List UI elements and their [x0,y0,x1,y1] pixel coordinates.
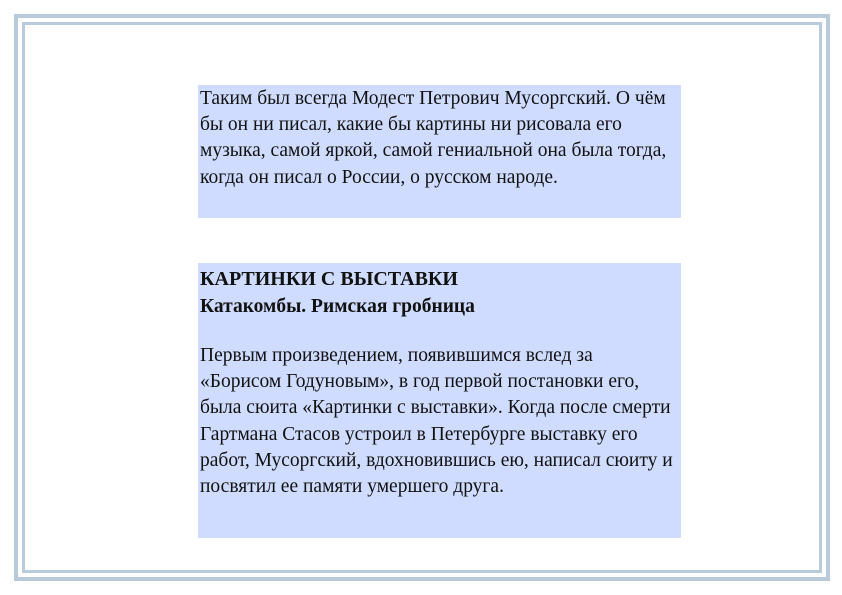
section-text-block [198,263,681,538]
section-title: КАРТИНКИ С ВЫСТАВКИ [200,268,458,290]
spacer [200,321,677,343]
section-body-paragraph: Первым произведением, появившимся вслед за «Борисом Годуновым», в год первой постановки его, была сюита «Картинки с выставки». Когда после смерти Гартмана Стасов устроил в Петербурге выставку его работ, Мусоргский, вдохновившись ею, написал сюиту и посвятил ее памяти умершего друга. [200,345,673,498]
section-subtitle: Катакомбы. Римская гробница [200,296,475,317]
intro-paragraph: Таким был всегда Модест Петрович Мусоргский. О чём бы он ни писал, какие бы картины ни рисовала его музыка, самой яркой, самой гениальной она была тогда, когда он писал о России, о русском народе. [200,88,667,188]
intro-text-block [198,85,681,218]
